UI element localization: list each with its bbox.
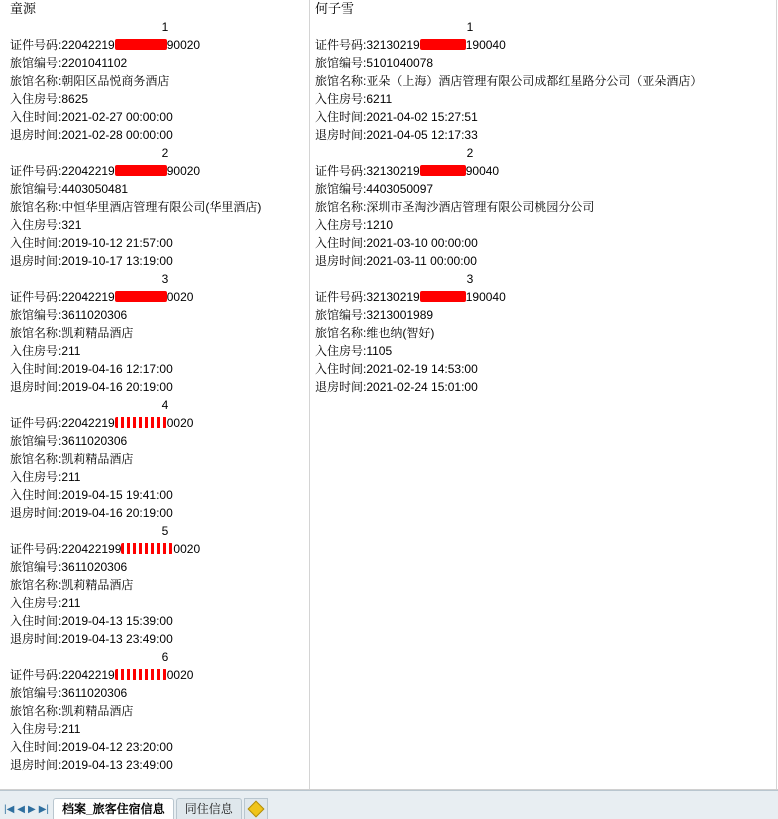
field-label: 入住房号: (10, 92, 62, 106)
field-value: 2021-04-05 12:17:33 (366, 128, 478, 142)
field-value: 3611020306 (61, 308, 128, 322)
field-label: 旅馆名称: (10, 452, 62, 466)
record-field-row (10, 684, 320, 702)
field-value-prefix: 22042219 (61, 668, 115, 682)
record-field-row (315, 72, 703, 90)
field-value: 4403050097 (366, 182, 434, 196)
field-value: 8625 (61, 92, 89, 106)
field-value-suffix: 0020 (173, 542, 201, 556)
record-field-row (315, 324, 625, 342)
redaction-bar (121, 543, 173, 554)
record-field-row (10, 90, 320, 108)
redaction-bar (115, 291, 167, 302)
sheet-tab[interactable]: 档案_旅客住宿信息 (53, 798, 174, 819)
field-value-suffix: 90020 (166, 38, 201, 52)
field-label: 入住房号: (10, 470, 62, 484)
field-value: 3611020306 (61, 560, 128, 574)
field-value: 深圳市圣淘沙酒店管理有限公司桃园分公司 (366, 200, 595, 214)
field-value: 2019-10-17 13:19:00 (61, 254, 173, 268)
field-value-suffix: 90020 (166, 164, 201, 178)
field-label: 入住房号: (315, 92, 367, 106)
record-index: 4 (161, 398, 169, 412)
record-field-row (10, 666, 320, 684)
field-label: 退房时间: (315, 128, 367, 142)
field-label: 入住时间: (10, 740, 62, 754)
field-value-prefix: 22042219 (61, 290, 115, 304)
field-label: 证件号码: (10, 668, 62, 682)
record-field-row (10, 54, 320, 72)
record-field-row (10, 468, 320, 486)
new-sheet-icon[interactable] (244, 798, 268, 819)
record-field-row (315, 126, 625, 144)
record-field-row (10, 288, 320, 306)
field-label: 入住房号: (10, 344, 62, 358)
field-label: 旅馆编号: (10, 686, 62, 700)
prev-sheet-icon[interactable]: ◀ (17, 804, 25, 815)
record-field-row (10, 540, 320, 558)
field-label: 入住时间: (10, 488, 62, 502)
field-value-suffix: 0020 (166, 416, 194, 430)
field-value: 2019-10-12 21:57:00 (61, 236, 173, 250)
person-name-header: 何子雪 (315, 1, 355, 16)
record-index: 2 (466, 146, 474, 160)
record-field-row (10, 414, 320, 432)
field-value-prefix: 32130219 (366, 164, 420, 178)
column-divider (776, 0, 777, 790)
record-field-row (10, 162, 320, 180)
record-field-row (10, 594, 320, 612)
field-label: 旅馆名称: (315, 326, 367, 340)
field-value: 1105 (366, 344, 393, 358)
field-label: 旅馆编号: (10, 182, 62, 196)
field-label: 入住房号: (10, 596, 62, 610)
sheet-nav-buttons[interactable] (0, 805, 53, 819)
record-field-row (315, 216, 625, 234)
sheet-tab[interactable]: 同住信息 (176, 798, 242, 819)
field-value-suffix: 0020 (166, 290, 194, 304)
field-label: 入住时间: (315, 236, 367, 250)
record-field-row (10, 342, 320, 360)
redaction-bar (115, 165, 167, 176)
field-label: 证件号码: (315, 290, 367, 304)
record-index: 6 (161, 650, 169, 664)
record-field-row (10, 360, 320, 378)
pencil-icon (247, 801, 264, 818)
record-field-row (10, 72, 320, 90)
record-field-row (10, 216, 320, 234)
record-block (315, 162, 625, 270)
field-value: 4403050481 (61, 182, 129, 196)
redaction-bar (420, 165, 466, 176)
record-field-row (10, 198, 320, 216)
field-value-suffix: 90040 (465, 164, 500, 178)
record-field-row (10, 558, 320, 576)
record-field-row (315, 90, 625, 108)
field-value: 2021-02-24 15:01:00 (366, 380, 478, 394)
field-label: 旅馆名称: (10, 200, 62, 214)
field-label: 入住房号: (315, 218, 367, 232)
field-value: 2021-02-28 00:00:00 (61, 128, 173, 142)
field-value-prefix: 22042219 (61, 38, 115, 52)
field-value: 凯莉精品酒店 (61, 452, 134, 466)
field-label: 旅馆名称: (10, 326, 62, 340)
record-field-row (315, 36, 625, 54)
record-field-row (10, 756, 320, 774)
field-value: 2021-02-27 00:00:00 (61, 110, 173, 124)
field-value: 亚朵（上海）酒店管理有限公司成都红星路分公司（亚朵酒店） (366, 74, 703, 88)
redaction-bar (420, 291, 466, 302)
record-index: 1 (466, 20, 474, 34)
redaction-bar (420, 39, 466, 50)
record-field-row (10, 180, 320, 198)
field-label: 旅馆名称: (10, 578, 62, 592)
field-value: 211 (61, 344, 81, 358)
record-field-row (10, 612, 320, 630)
field-value: 2201041102 (61, 56, 128, 70)
record-field-row (315, 198, 625, 216)
record-field-row (315, 54, 625, 72)
record-block (10, 540, 320, 648)
field-label: 旅馆编号: (10, 434, 62, 448)
record-field-row (315, 162, 625, 180)
field-value: 2019-04-13 23:49:00 (61, 632, 173, 646)
record-field-row (10, 234, 320, 252)
record-field-row (315, 108, 625, 126)
record-field-row (10, 432, 320, 450)
field-value-prefix: 32130219 (366, 290, 420, 304)
field-value: 2019-04-12 23:20:00 (61, 740, 173, 754)
redaction-bar (115, 669, 167, 680)
field-label: 入住时间: (10, 614, 62, 628)
record-block (10, 666, 320, 774)
record-index: 3 (161, 272, 169, 286)
field-label: 退房时间: (10, 758, 62, 772)
field-label: 退房时间: (315, 254, 367, 268)
field-label: 旅馆名称: (10, 704, 62, 718)
field-value: 3611020306 (61, 686, 128, 700)
field-label: 退房时间: (10, 380, 62, 394)
field-value: 211 (61, 470, 81, 484)
field-label: 退房时间: (10, 128, 62, 142)
field-label: 旅馆名称: (315, 74, 367, 88)
field-label: 入住时间: (315, 110, 367, 124)
record-field-row (10, 720, 320, 738)
field-value: 2021-03-11 00:00:00 (366, 254, 477, 268)
record-field-row (10, 324, 320, 342)
field-value: 中恒华里酒店管理有限公司(华里酒店) (61, 200, 262, 214)
person-column-left (10, 0, 320, 774)
field-label: 入住时间: (10, 110, 62, 124)
record-index: 1 (161, 20, 169, 34)
field-value: 凯莉精品酒店 (61, 326, 134, 340)
field-value-suffix: 190040 (465, 290, 506, 304)
field-label: 退房时间: (10, 506, 62, 520)
field-value: 3213001989 (366, 308, 434, 322)
record-field-row (10, 576, 320, 594)
field-value-suffix: 0020 (166, 668, 194, 682)
redaction-bar (115, 39, 167, 50)
sheet-tab-bar (0, 790, 778, 819)
field-value: 2021-02-19 14:53:00 (366, 362, 478, 376)
person-name-header: 童源 (10, 1, 37, 16)
field-value: 朝阳区品悦商务酒店 (61, 74, 170, 88)
field-value: 2019-04-16 20:19:00 (61, 506, 173, 520)
field-value: 321 (61, 218, 82, 232)
record-field-row (315, 288, 625, 306)
field-value: 2021-04-02 15:27:51 (366, 110, 478, 124)
field-value-prefix: 220422199 (61, 542, 122, 556)
record-field-row (10, 126, 320, 144)
field-value: 2019-04-13 23:49:00 (61, 758, 173, 772)
record-field-row (315, 306, 625, 324)
record-field-row (315, 342, 625, 360)
field-value: 1210 (366, 218, 394, 232)
field-label: 证件号码: (10, 38, 62, 52)
record-field-row (315, 234, 625, 252)
field-value: 5101040078 (366, 56, 434, 70)
field-value: 2021-03-10 00:00:00 (366, 236, 478, 250)
field-label: 证件号码: (315, 38, 367, 52)
field-label: 旅馆名称: (315, 200, 367, 214)
first-sheet-icon[interactable]: |◀ (4, 804, 15, 815)
record-field-row (10, 738, 320, 756)
record-field-row (10, 486, 320, 504)
field-label: 旅馆名称: (10, 74, 62, 88)
record-list-left (10, 18, 320, 774)
field-label: 旅馆编号: (10, 308, 62, 322)
field-label: 旅馆编号: (315, 308, 367, 322)
field-label: 旅馆编号: (315, 56, 367, 70)
field-label: 证件号码: (10, 290, 62, 304)
field-label: 旅馆编号: (10, 56, 62, 70)
field-label: 证件号码: (315, 164, 367, 178)
field-label: 入住时间: (10, 236, 62, 250)
record-block (315, 288, 625, 396)
field-value-prefix: 22042219 (61, 164, 115, 178)
field-value: 凯莉精品酒店 (61, 578, 134, 592)
record-field-row (10, 450, 320, 468)
field-label: 入住房号: (315, 344, 367, 358)
field-value: 2019-04-16 20:19:00 (61, 380, 173, 394)
record-index: 5 (161, 524, 169, 538)
field-label: 入住房号: (10, 218, 62, 232)
field-label: 证件号码: (10, 542, 62, 556)
record-block (10, 288, 320, 396)
redaction-bar (115, 417, 167, 428)
record-field-row (315, 378, 625, 396)
field-value: 维也纳(智好) (366, 326, 435, 340)
field-value-suffix: 190040 (465, 38, 506, 52)
sheet-tabs (53, 797, 244, 819)
record-field-row (10, 702, 320, 720)
record-block (10, 162, 320, 270)
field-value: 3611020306 (61, 434, 128, 448)
field-label: 退房时间: (10, 632, 62, 646)
record-field-row (10, 108, 320, 126)
field-label: 证件号码: (10, 416, 62, 430)
field-value: 211 (61, 596, 81, 610)
person-column-right (315, 0, 703, 396)
field-value: 2019-04-16 12:17:00 (61, 362, 173, 376)
record-field-row (10, 36, 320, 54)
record-field-row (10, 306, 320, 324)
field-label: 退房时间: (315, 380, 367, 394)
last-sheet-icon[interactable]: ▶| (38, 804, 49, 815)
field-label: 入住房号: (10, 722, 62, 736)
field-value-prefix: 32130219 (366, 38, 420, 52)
field-value: 凯莉精品酒店 (61, 704, 134, 718)
next-sheet-icon[interactable]: ▶ (28, 804, 36, 815)
field-value: 6211 (366, 92, 393, 106)
field-label: 旅馆编号: (10, 560, 62, 574)
record-field-row (315, 252, 625, 270)
field-value-prefix: 22042219 (61, 416, 115, 430)
record-field-row (10, 504, 320, 522)
field-label: 旅馆编号: (315, 182, 367, 196)
field-label: 退房时间: (10, 254, 62, 268)
field-label: 入住时间: (315, 362, 367, 376)
record-field-row (10, 378, 320, 396)
field-value: 2019-04-13 15:39:00 (61, 614, 173, 628)
field-value: 211 (61, 722, 81, 736)
record-index: 3 (466, 272, 474, 286)
record-field-row (10, 252, 320, 270)
record-field-row (10, 630, 320, 648)
field-label: 证件号码: (10, 164, 62, 178)
record-list-right (315, 18, 703, 396)
record-field-row (315, 360, 625, 378)
record-block (10, 36, 320, 144)
record-field-row (315, 180, 625, 198)
record-block (10, 414, 320, 522)
field-label: 入住时间: (10, 362, 62, 376)
field-value: 2019-04-15 19:41:00 (61, 488, 173, 502)
record-index: 2 (161, 146, 169, 160)
record-block (315, 36, 703, 144)
